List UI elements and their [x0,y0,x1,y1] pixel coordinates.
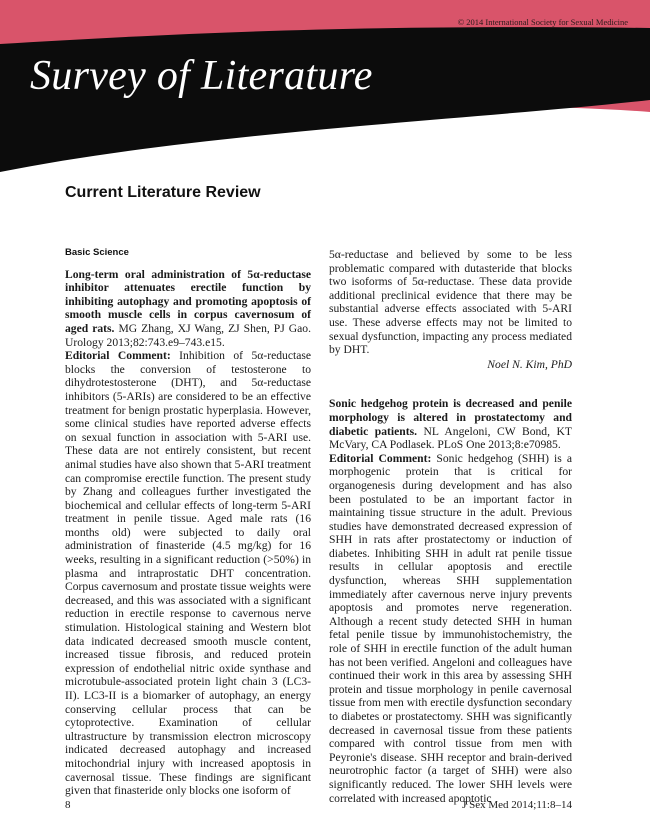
editorial-label: Editorial Comment: [65,349,171,363]
copyright-notice: © 2014 International Society for Sexual Medicine [457,17,628,27]
article-1-header [65,268,311,350]
right-column [329,248,572,805]
article-1-title: Long-term oral administration of 5α-reductase inhibitor attenuates erectile function by inhibiting autophagy and promoting apoptosis of smooth muscle cells in corpus cavernosum of aged rats. [65,267,311,335]
article-1-citation: MG Zhang, XJ Wang, ZJ Shen, PJ Gao. Urology 2013;82:743.e9–743.e15. [65,321,311,349]
left-column [65,246,311,798]
page-number: 8 [65,799,71,811]
editor-signature: Noel N. Kim, PhD [487,357,572,371]
article-2-title: Sonic hedgehog protein is decreased and penile morphology is altered in prostatectomy and diabetic patients. [329,397,572,438]
article-2-editorial-text: Sonic hedgehog (SHH) is a morphogenic protein that is critical for organogenesis during development and has also been postulated to be an important factor in maintaining tissue structure in the adult. Previous studies have demonstrated decreased expression of SHH in rats after prostatectomy or induction of diabetes. Inhibiting SHH in adult rat penile tissue results in cellular apoptosis and erectile dysfunction, whereas SHH supplementation immediately after cavernous nerve injury prevents apoptosis and promotes nerve regeneration. Although a recent study detected SHH in human fetal penile tissue by immunohistochemistry, the role of SHH in erectile function of the adult human has not been verified. Angeloni and colleagues have continued their work in this area by assessing SHH protein and tissue morphology in penile cavernosal tissue from men with erectile dysfunction secondary to diabetes or prostatectomy. SHH was significantly decreased in cavernosal tissue from these patients compared with control tissue from men with Peyronie's disease. SHH receptor and brain-derived neurotrophic factor (a target of SHH) were also significantly reduced. The lower SHH levels were correlated with increased apoptotic [329,451,572,805]
editorial-label: Editorial Comment: [329,451,432,465]
article-2-citation: NL Angeloni, CW Bond, KT McVary, CA Podlasek. PLoS One 2013;8:e70985. [329,424,572,452]
article-1-continuation: 5α-reductase and believed by some to be less problematic compared with dutasteride that blocks two isoforms of 5α-reductase. These data provide additional preclinical evidence that there may be substantial adverse effects associated with 5-ARI use. These adverse effects may not be limited to sexual dysfunction, impacting any process mediated by DHT. [329,248,572,357]
banner-title: Survey of Literature [30,53,373,99]
article-2-header [329,397,572,451]
category-subhead: Basic Science [65,247,129,258]
article-2-editorial [329,452,572,805]
article-1-editorial-text: Inhibition of 5α-reductase blocks the conversion of testosterone to dihydrotestosterone (DHT), and 5α-reductase inhibitors (5-ARIs) are considered to be an effective treatment for benign prostatic hyperplasia. However, some clinical studies have reported adverse effects on sexual function in association with 5-ARI use. These data are not entirely consistent, but recent animal studies have also shown that 5-ARI treatment can compromise erectile function. The present study by Zhang and colleagues further investigated the biochemical and cellular effects of long-term 5-ARI treatment in penile tissue. Aged male rats (16 months old) were subjected to daily oral administration of finasteride (4.5 mg/kg) for 16 weeks, resulting in a significant reduction (>50%) in plasma and intraprostatic DHT concentration. Corpus cavernosum and prostate tissue weights were decreased, and this was associated with a significant reduction in erectile response to cavernous nerve stimulation. Histological staining and Western blot data indicated decreased smooth muscle content, increased tissue fibrosis, and reduced protein expression of endothelial nitric oxide synthase and microtubule-associated protein light chain 3 (LC3-II). LC3-II is a biomarker of autophagy, an energy conserving cellular process that can be cytoprotective. Examination of cellular ultrastructure by transmission electron microscopy indicated decreased autophagy and increased mitochondrial injury with increased apoptosis in cavernosal tissue. These findings are significant given that finasteride only blocks one isoform of [65,349,311,798]
journal-reference: J Sex Med 2014;11:8–14 [462,799,572,811]
section-heading: Current Literature Review [65,184,261,201]
article-1-editorial [65,349,311,798]
